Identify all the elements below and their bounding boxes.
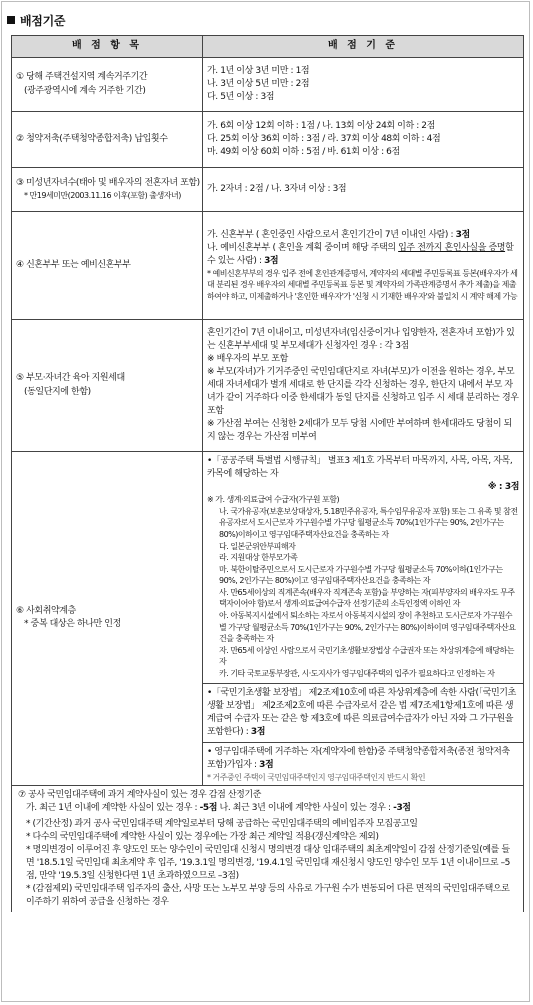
criteria-line: 마. 49회 이상 60회 이하 : 5점 / 바. 61회 이상 : 6점 bbox=[207, 147, 400, 158]
row-criteria bbox=[203, 112, 524, 168]
criteria-note: ※ 배우자의 부모 포함 bbox=[207, 353, 288, 364]
criteria-score: 3점 bbox=[250, 726, 266, 737]
criteria-subitem: 사. 만65세이상의 직계존속(배우자 직계존속 포함)을 부양하는 자(피부양자의 배우자도 무주택자이어야 함)로서 생계·의료급여수급자 선정기준의 소득인정액 이하인 자 bbox=[219, 587, 515, 609]
criteria-subitem: 자. 만65세 이상인 사람으로서 국민기초생활보장법상 수급권자 또는 차상위계층에 해당하는 자 bbox=[219, 645, 514, 667]
criteria-note: ※ 부모(자녀)가 기거주중인 국민임대단지로 자녀(부모)가 이전을 원하는 경우, 부모세대 자녀세대가 별개 세대로 한 단지를 각각 신청하는 경우, 한단지 내에서 부모 자녀가 같이 거주하다 이중 한세대가 동일 단지를 신청하고 입주 시 세대 분리하는 경우 포함 bbox=[207, 366, 519, 417]
criteria-line bbox=[207, 229, 519, 242]
header-criteria: 배 점 기 준 bbox=[203, 36, 524, 58]
item-label: ④ 신혼부부 또는 예비신혼부부 bbox=[16, 259, 131, 270]
row-criteria bbox=[203, 320, 524, 452]
deduction-score: -3점 bbox=[393, 802, 411, 813]
row-item bbox=[12, 320, 203, 452]
deduction-note: * 다수의 국민임대주택에 계약한 사실이 있는 경우에는 가장 최근 계약일 적용(갱신계약은 제외) bbox=[26, 831, 379, 842]
criteria-line: 나. 3년 이상 5년 미만 : 2점 bbox=[207, 78, 310, 89]
table-row bbox=[12, 58, 524, 112]
deduction-text: 나. 최근 3년 이내에 계약한 사실이 있는 경우 : bbox=[217, 802, 394, 813]
criteria-score: 3점 bbox=[259, 759, 274, 770]
criteria-subitem: 다. 일본군위안부피해자 bbox=[219, 541, 296, 551]
item-sublabel: * 중복 대상은 하나만 인정 bbox=[24, 619, 121, 630]
row-criteria bbox=[203, 212, 524, 320]
criteria-subitem: ※ 가. 생계·의료급여 수급자(가구원 포함) bbox=[207, 495, 340, 505]
table-header-row bbox=[12, 36, 524, 58]
item-label: ③ 미성년자녀수(태아 및 배우자의 전혼자녀 포함) bbox=[16, 178, 200, 189]
row-item bbox=[12, 168, 203, 212]
table-row bbox=[12, 112, 524, 168]
deduction-title: ⑦ 공사 국민임대주택에 과거 계약사실이 있는 경우 감점 산정기준 bbox=[18, 789, 262, 800]
criteria-note: ※ 가산점 부여는 신청한 2세대가 모두 당첨 시에만 부여하며 한세대라도 당첨이 되지 않는 경우는 가산점 미부여 bbox=[207, 419, 512, 443]
criteria-subitem: 라. 지원대상 한부모가족 bbox=[219, 553, 298, 563]
criteria-text: •「국민기초생활 보장법」 제2조제10호에 따른 차상위계층에 속한 사람(「국민기초생활 보장법」 제2조제2호에 따른 수급자로서 같은 법 제7조제1항제1호에 따른 생계급여 수급자 또는 같은 항 제3호에 따른 의료급여수급자가 아닌 자와 그 가구원을 포함한다) : bbox=[207, 687, 516, 737]
row-item bbox=[12, 58, 203, 112]
scoring-criteria-table bbox=[11, 35, 524, 912]
deduction-line bbox=[18, 802, 517, 815]
deduction-note: * (기간산정) 과거 공사 국민임대주택 계약일로부터 당해 공급하는 국민임대주택의 예비입주자 모집공고일 bbox=[26, 818, 418, 829]
row-criteria bbox=[203, 58, 524, 112]
deduction-note: * (감점제외) 국민임대주택 입주자의 출산, 사망 또는 노부모 부양 등의 사유로 가구원 수가 변동되어 다른 면적의 국민임대주택으로 이주하기 위하여 공급을 신청하는 경우 bbox=[26, 883, 510, 907]
square-bullet-icon bbox=[7, 16, 15, 24]
deduction-criteria bbox=[12, 785, 524, 912]
item-label: ② 청약저축(주택청약종합저축) 납입횟수 bbox=[16, 133, 168, 144]
item-label: ⑥ 사회취약계층 bbox=[16, 606, 76, 617]
row-item bbox=[12, 212, 203, 320]
row-criteria bbox=[203, 452, 524, 786]
table-row bbox=[12, 320, 524, 452]
criteria-subitem: 아. 아동복지시설에서 퇴소하는 자로서 아동복지시설의 장이 추천하고 도시근로자 가구원수별 가구당 월평균소득 70%(1인가구는 90%, 2인가구는 80%)이하이며 영구임대주택자산요건을 충족하는 자 bbox=[219, 611, 516, 644]
criteria-line: 혼인기간이 7년 이내이고, 미성년자녀(임신중이거나 입양한자, 전혼자녀 포함)가 있는 신혼부부세대 및 부모세대가 신청자인 경우 : 각 3점 bbox=[207, 327, 515, 351]
criteria-score: 3점 bbox=[264, 255, 279, 266]
criteria-text: 가. 신혼부부 ( 혼인중인 사람으로서 혼인기간이 7년 이내인 사람) : bbox=[207, 229, 456, 240]
table-row bbox=[12, 212, 524, 320]
criteria-subitem: 나. 국가유공자(보훈보상대상자, 5.18민주유공자, 특수임무유공자 포함) 또는 그 유족 및 참전유공자로서 도시근로자 가구원수별 가구당 월평균소득 70%(1인가구는 90%, 2인가구는 80%)이하이고 영구임대주택자산요건을 충족하는 자 bbox=[219, 506, 518, 539]
item-label: ① 당해 주택건설지역 계속거주기간 bbox=[16, 72, 148, 83]
row-item bbox=[12, 112, 203, 168]
item-sublabel: (광주광역시에 계속 거주한 기간) bbox=[24, 85, 146, 96]
criteria-line: 다. 25회 이상 36회 이하 : 3점 / 라. 37회 이상 48회 이하 : 4점 bbox=[207, 133, 441, 144]
criteria-text: 나. 예비신혼부부 ( 혼인을 계획 중이며 해당 주택의 bbox=[207, 242, 399, 253]
criteria-line: 가. 2자녀 : 2점 / 나. 3자녀 이상 : 3점 bbox=[207, 183, 347, 194]
criteria-line: 다. 5년 이상 : 3점 bbox=[207, 92, 275, 103]
table-row bbox=[12, 785, 524, 912]
deduction-note: * 명의변경이 이루어진 후 양도인 또는 양수인이 국민임대 신청시 명의변경 대상 임대주택의 최초계약일이 감점 산정기준일(예를 들면 '18.5.1일 국민임대 최초계약 후 입주, '19.3.1일 명의변경, '19.4.1일 국민임대 재신청시 양도인 양수인 모두 1년 이내이므로 –5점, 만약 '19.5.3일 신청한다면 1년 초과하였으므로 –3점) bbox=[26, 844, 511, 881]
deduction-text: 가. 최근 1년 이내에 계약한 사실이 있는 경우 : bbox=[26, 802, 200, 813]
criteria-underlined: 입주 전까지 혼인사실을 증명 bbox=[398, 242, 506, 253]
criteria-text: 할 수 있는 사람) : bbox=[207, 242, 514, 266]
item-sublabel: * 만19세미만(2003.11.16 이후(포함) 출생자녀) bbox=[24, 191, 181, 201]
criteria-score: ※ : 3점 bbox=[487, 482, 519, 493]
table-row bbox=[12, 168, 524, 212]
criteria-line: 가. 1년 이상 3년 미만 : 1점 bbox=[207, 65, 310, 76]
criteria-line bbox=[207, 242, 519, 268]
criteria-text: • 영구임대주택에 거주하는 자(계약자에 한함)중 주택청약종합저축(종전 청약저축 포함)가입자 : bbox=[207, 746, 510, 770]
criteria-subitem: 카. 기타 국토교통부장관, 시·도지사가 영구임대주택의 입주가 필요하다고 인정하는 자 bbox=[219, 669, 495, 679]
criteria-subitem: 마. 북한이탈주민으로서 도시근로자 가구원수별 가구당 월평균소득 70%이하(1인가구는 90%, 2인가구는 80%)이고 영구임대주택자산요건을 충족하는 자 bbox=[219, 564, 503, 586]
criteria-line: •「공공주택 특별법 시행규칙」 별표3 제1호 가목부터 마목까지, 사목, 아목, 자목, 카목에 해당하는 자 bbox=[207, 456, 513, 480]
row-item bbox=[12, 452, 203, 786]
criteria-note: * 거주중인 주택이 국민임대주택인지 영구임대주택인지 반드시 확인 bbox=[207, 772, 426, 782]
criteria-subsection bbox=[203, 683, 523, 739]
criteria-score: 3점 bbox=[455, 229, 470, 240]
deduction-score: -5점 bbox=[199, 802, 218, 813]
criteria-subsection bbox=[203, 742, 523, 784]
item-label: ⑤ 부모·자녀간 육아 지원세대 bbox=[16, 373, 125, 384]
section-title bbox=[7, 12, 65, 29]
row-criteria bbox=[203, 168, 524, 212]
section-title-text: 배점기준 bbox=[20, 14, 66, 28]
criteria-line: 가. 6회 이상 12회 이하 : 1점 / 나. 13회 이상 24회 이하 : 2점 bbox=[207, 120, 435, 131]
criteria-note: * 예비신혼부부의 경우 입주 전에 혼인관계증명서, 계약자의 세대별 주민등록표 등본(배우자가 세대 분리된 경우 배우자의 세대별 주민등록표 등본 및 계약자의 가족관계증명서 추가 제출)을 제출하여야 하고, 미제출하거나 '혼인한 배우자'가 '신청 시 기재한 배우자'와 불일치 시 계약 해제 가능 bbox=[207, 268, 518, 301]
table-row bbox=[12, 452, 524, 786]
item-sublabel: (동일단지에 한함) bbox=[24, 386, 91, 397]
header-item: 배 점 항 목 bbox=[12, 36, 203, 58]
